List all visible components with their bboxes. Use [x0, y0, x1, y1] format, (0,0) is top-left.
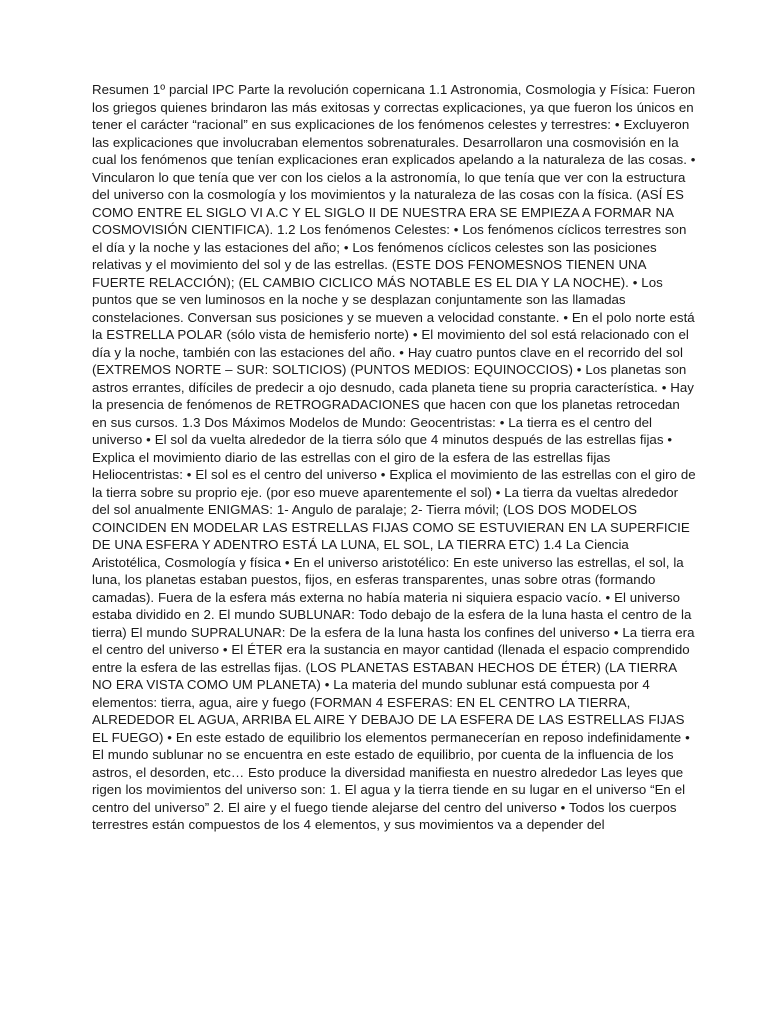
body-paragraph: Resumen 1º parcial IPC Parte la revolución copernicana 1.1 Astronomia, Cosmologia y Física: Fueron los griegos quienes brindaron las más exitosas y correctas explicaciones, ya que fueron los únicos en tener el carácter “racional” en sus explicaciones de los fenómenos celestes y terrestres: • Excluyeron las explicaciones que involucraban elementos sobrenaturales. Desarrollaron una cosmovisión en la cual los fenómenos que tenían explicaciones eran explicados apelando a la naturaleza de las cosas. • Vincularon lo que tenía que ver con los cielos a la astronomía, lo que tenía que ver con la estructura del universo con la cosmología y los movimientos y la naturaleza de las cosas con la física. (ASÍ ES COMO ENTRE EL SIGLO VI A.C Y EL SIGLO II DE NUESTRA ERA SE EMPIEZA A FORMAR NA COSMOVISIÓN CIENTIFICA). 1.2 Los fenómenos Celestes: • Los fenómenos cíclicos terrestres son el día y la noche y las estaciones del año; • Los fenómenos cíclicos celestes son las posiciones relativas y el movimiento del sol y de las estrellas. (ESTE DOS FENOMESNOS TIENEN UNA FUERTE RELACCIÓN); (EL CAMBIO CICLICO MÁS NOTABLE ES EL DIA Y LA NOCHE). • Los puntos que se ven luminosos en la noche y se desplazan conjuntamente son las llamadas constelaciones. Conversan sus posiciones y se mueven a velocidad constante. • En el polo norte está la ESTRELLA POLAR (sólo vista de hemisferio norte) • El movimiento del sol está relacionado con el día y la noche, también con las estaciones del año. • Hay cuatro puntos clave en el recorrido del sol (EXTREMOS NORTE – SUR: SOLTICIOS) (PUNTOS MEDIOS: EQUINOCCIOS) • Los planetas son astros errantes, difíciles de predecir a ojo desnudo, cada planeta tiene su propria característica. • Hay la presencia de fenómenos de RETROGRADACIONES que hacen con que los planetas retrocedan en sus cursos. 1.3 Dos Máximos Modelos de Mundo: Geocentristas: • La tierra es el centro del universo • El sol da vuelta alrededor de la tierra sólo que 4 minutos después de las estrellas fijas • Explica el movimiento diario de las estrellas con el giro de la esfera de las estrellas fijas Heliocentristas: • El sol es el centro del universo • Explica el movimiento de las estrellas con el giro de la tierra sobre su proprio eje. (por eso mueve aparentemente el sol) • La tierra da vueltas alrededor del sol anualmente ENIGMAS: 1- Angulo de paralaje; 2- Tierra móvil; (LOS DOS MODELOS COINCIDEN EN MODELAR LAS ESTRELLAS FIJAS COMO SE ESTUVIERAN EN LA SUPERFICIE DE UNA ESFERA Y ADENTRO ESTÁ LA LUNA, EL SOL, LA TIERRA ETC) 1.4 La Ciencia Aristotélica, Cosmología y física • En el universo aristotélico: En este universo las estrellas, el sol, la luna, los planetas estaban puestos, fijos, en esferas transparentes, unas sobre otras (formando camadas). Fuera de la esfera más externa no había materia ni siquiera espacio vacío. • El universo estaba dividido en 2. El mundo SUBLUNAR: Todo debajo de la esfera de la luna hasta el centro de la tierra) El mundo SUPRALUNAR: De la esfera de la luna hasta los confines del universo • La tierra era el centro del universo • El ÉTER era la sustancia en mayor cantidad (llenada el espacio comprendido entre la esfera de las estrellas fijas. (LOS PLANETAS ESTABAN HECHOS DE ÉTER) (LA TIERRA NO ERA VISTA COMO UM PLANETA) • La materia del mundo sublunar está compuesta por 4 elementos: tierra, agua, aire y fuego (FORMAN 4 ESFERAS: EN EL CENTRO LA TIERRA, ALREDEDOR EL AGUA, ARRIBA EL AIRE Y DEBAJO DE LA ESFERA DE LAS ESTRELLAS FIJAS EL FUEGO) • En este estado de equilibrio los elementos permanecerían en reposo indefinidamente • El mundo sublunar no se encuentra en este estado de equilibrio, por cuenta de la influencia de los astros, el desorden, etc… Esto produce la diversidad manifiesta en nuestro alrededor Las leyes que rigen los movimientos del universo son: 1. El agua y la tierra tiende en su lugar en el universo “En el centro del universo” 2. El aire y el fuego tiende alejarse del centro del universo • Todos los cuerpos terrestres están compuestos de los 4 elementos, y sus movimientos va a depender del	[92, 82, 696, 832]
